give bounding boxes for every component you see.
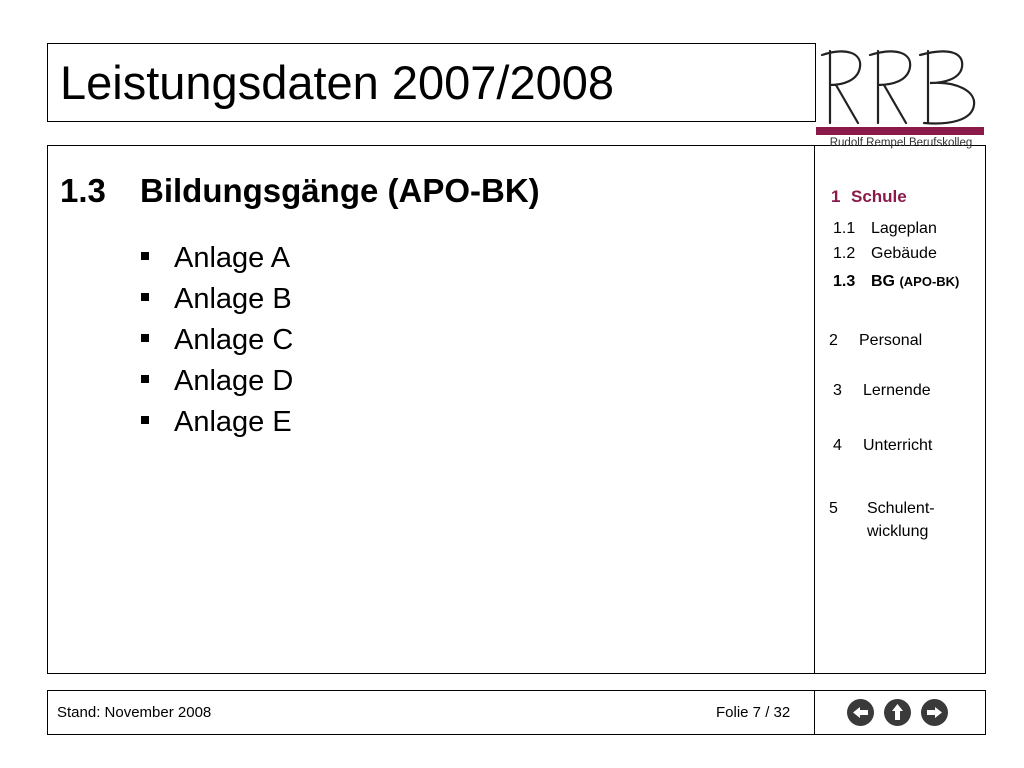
sidebar-item-bg[interactable] <box>833 273 959 291</box>
logo-subtitle: Rudolf Rempel Berufskolleg <box>829 137 973 149</box>
home-up-icon[interactable] <box>884 699 911 726</box>
sidebar-item-number: 4 <box>833 437 842 454</box>
page-title: Leistungsdaten 2007/2008 <box>60 56 615 109</box>
square-bullet-icon <box>141 252 149 260</box>
sidebar-item-label: BG <box>871 273 895 290</box>
square-bullet-icon <box>141 334 149 342</box>
list-item-label: Anlage C <box>174 324 294 356</box>
sidebar-item-number: 3 <box>833 382 842 399</box>
sidebar-item-schulentwicklung[interactable] <box>829 497 935 543</box>
list-item-label: Anlage E <box>174 406 292 438</box>
sidebar-item-number: 1.2 <box>833 245 856 262</box>
sidebar-item-suffix: (APO-BK) <box>899 274 960 289</box>
sidebar-item-gebaeude[interactable] <box>833 245 937 263</box>
list-item-label: Anlage A <box>174 242 291 274</box>
sidebar-item-label: Lernende <box>863 382 931 399</box>
square-bullet-icon <box>141 416 149 424</box>
footer-divider <box>814 690 815 735</box>
sidebar-item-label: Lageplan <box>871 220 937 237</box>
sidebar-item-label: Gebäude <box>871 245 937 262</box>
slide-counter: Folie 7 / 32 <box>716 704 791 721</box>
square-bullet-icon <box>141 375 149 383</box>
back-arrow-icon[interactable] <box>847 699 874 726</box>
sidebar-divider <box>814 145 815 674</box>
list-item[interactable] <box>141 363 293 404</box>
sidebar-item-number: 1.3 <box>833 273 856 290</box>
list-item-label: Anlage B <box>174 283 292 315</box>
sidebar-item-label: Unterricht <box>863 437 933 454</box>
list-item[interactable] <box>141 281 293 322</box>
section-heading <box>60 172 540 210</box>
sidebar-item-label: Personal <box>859 332 923 349</box>
section-number: 1.3 <box>60 172 106 209</box>
sidebar-item-label: Schule <box>851 187 907 206</box>
list-item[interactable] <box>141 404 293 445</box>
sidebar-item-number: 1 <box>831 187 841 206</box>
sidebar-item-number: 1.1 <box>833 220 856 237</box>
list-item[interactable] <box>141 240 293 281</box>
sidebar-item-lernende[interactable] <box>833 382 931 400</box>
footer-status: Stand: November 2008 <box>57 704 212 721</box>
list-item[interactable] <box>141 322 293 363</box>
sidebar-item-number: 2 <box>829 332 838 349</box>
forward-arrow-icon[interactable] <box>921 699 948 726</box>
sidebar-item-number: 5 <box>829 500 838 517</box>
sidebar-item-unterricht[interactable] <box>833 437 932 455</box>
title-frame <box>47 43 816 122</box>
rrb-logo-mark <box>816 45 986 137</box>
square-bullet-icon <box>141 293 149 301</box>
sidebar-item-label-continued: wicklung <box>867 523 929 540</box>
sidebar-item-schule[interactable] <box>831 187 907 207</box>
bullet-list <box>141 240 293 445</box>
sidebar-item-label: Schulent- <box>867 500 935 517</box>
section-title: Bildungsgänge (APO-BK) <box>140 172 540 209</box>
list-item-label: Anlage D <box>174 365 294 397</box>
rrb-logo <box>816 45 986 157</box>
sidebar-item-lageplan[interactable] <box>833 220 937 238</box>
sidebar-item-personal[interactable] <box>829 332 922 350</box>
